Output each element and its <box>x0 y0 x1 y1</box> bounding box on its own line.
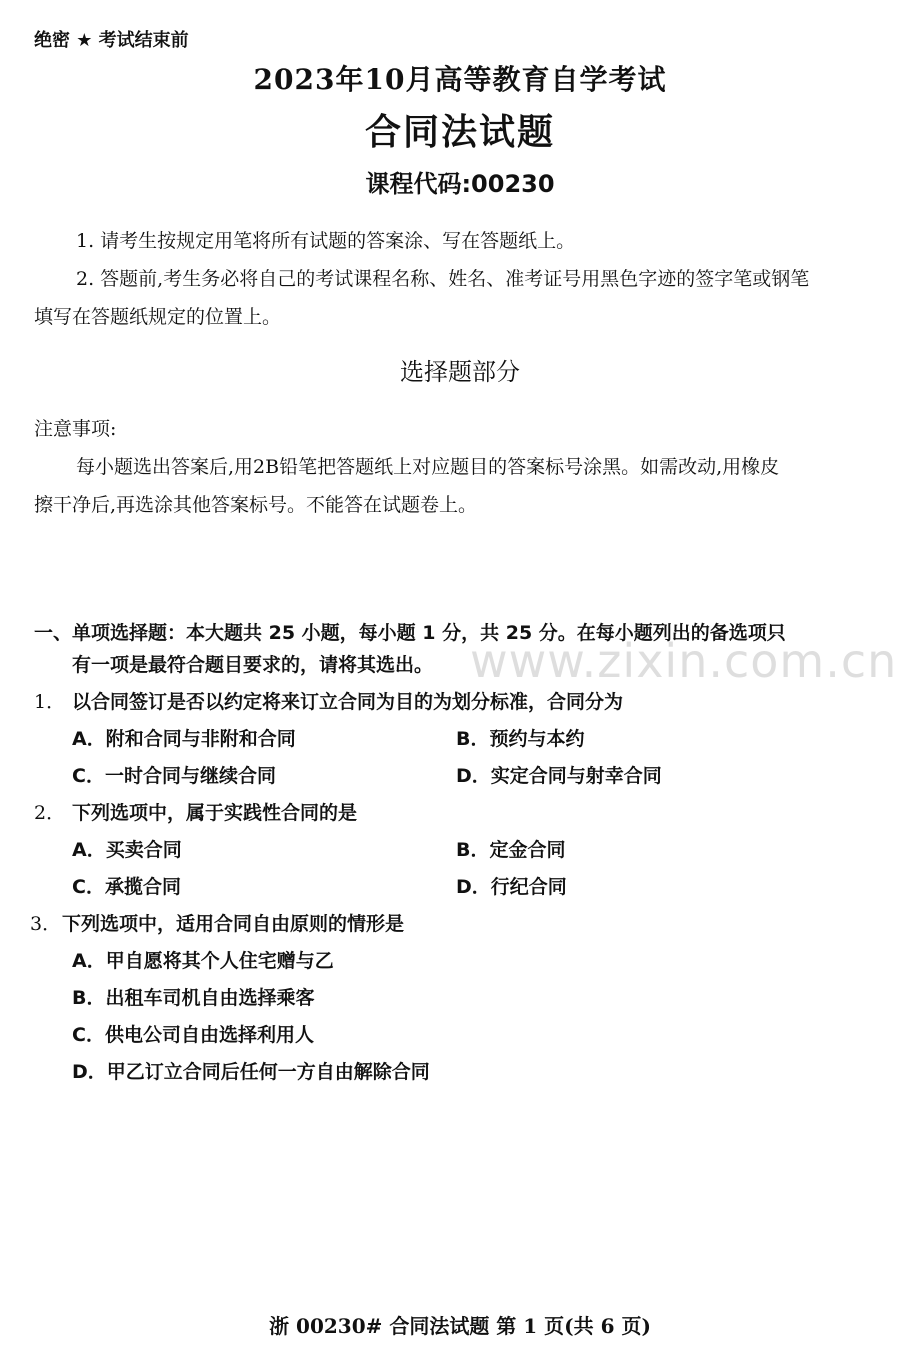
question-option: C．一时合同与继续合同 <box>72 765 276 787</box>
question-option: A．甲自愿将其个人住宅赠与乙 <box>72 950 334 972</box>
subject-title: 合同法试题 <box>364 112 555 153</box>
notice-label: 注意事项: <box>34 418 117 440</box>
question-option: B．定金合同 <box>456 839 566 861</box>
question-option: B．预约与本约 <box>456 728 585 750</box>
course-code: 课程代码:00230 <box>365 170 555 198</box>
confidentiality-label: 绝密 ★ 考试结束前 <box>34 30 189 51</box>
question-stem: 以合同签订是否以约定将来订立合同为目的为划分标准，合同分为 <box>72 691 624 713</box>
instruction-1: 1. 请考生按规定用笔将所有试题的答案涂、写在答题纸上。 <box>76 230 576 252</box>
page-footer: 浙 00230# 合同法试题 第 1 页(共 6 页) <box>269 1314 651 1338</box>
question-option: A．附和合同与非附和合同 <box>72 728 296 750</box>
part-one-heading-continued: 有一项是最符合题目要求的，请将其选出。 <box>72 654 434 676</box>
exam-title: 2023年10月高等教育自学考试 <box>253 63 667 96</box>
section-heading: 选择题部分 <box>400 358 520 386</box>
question-number: 2． <box>34 802 66 824</box>
question-number: 1． <box>34 691 66 713</box>
question-stem: 下列选项中，属于实践性合同的是 <box>72 802 358 824</box>
notice-line-1: 每小题选出答案后,用2B铅笔把答题纸上对应题目的答案标号涂黑。如需改动,用橡皮 <box>76 456 780 478</box>
notice-line-2: 擦干净后,再选涂其他答案标号。不能答在试题卷上。 <box>34 494 478 516</box>
question-option: D．甲乙订立合同后任何一方自由解除合同 <box>72 1061 430 1083</box>
question-option: A．买卖合同 <box>72 839 182 861</box>
question-option: B．出租车司机自由选择乘客 <box>72 987 315 1009</box>
instruction-2: 2. 答题前,考生务必将自己的考试课程名称、姓名、准考证号用黑色字迹的签字笔或钢笔 <box>76 268 810 290</box>
question-option: D．实定合同与射幸合同 <box>456 765 662 787</box>
question-stem: 下列选项中，适用合同自由原则的情形是 <box>62 913 405 935</box>
question-option: C．供电公司自由选择利用人 <box>72 1024 314 1046</box>
question-option: D．行纪合同 <box>456 876 567 898</box>
question-option: C．承揽合同 <box>72 876 181 898</box>
question-number: 3． <box>30 913 62 935</box>
watermark: www.zixin.com.cn <box>470 634 898 688</box>
part-one-heading: 一、单项选择题：本大题共 25 小题，每小题 1 分，共 25 分。在每小题列出的备选项只 <box>34 622 786 644</box>
instruction-2-continued: 填写在答题纸规定的位置上。 <box>34 306 282 328</box>
